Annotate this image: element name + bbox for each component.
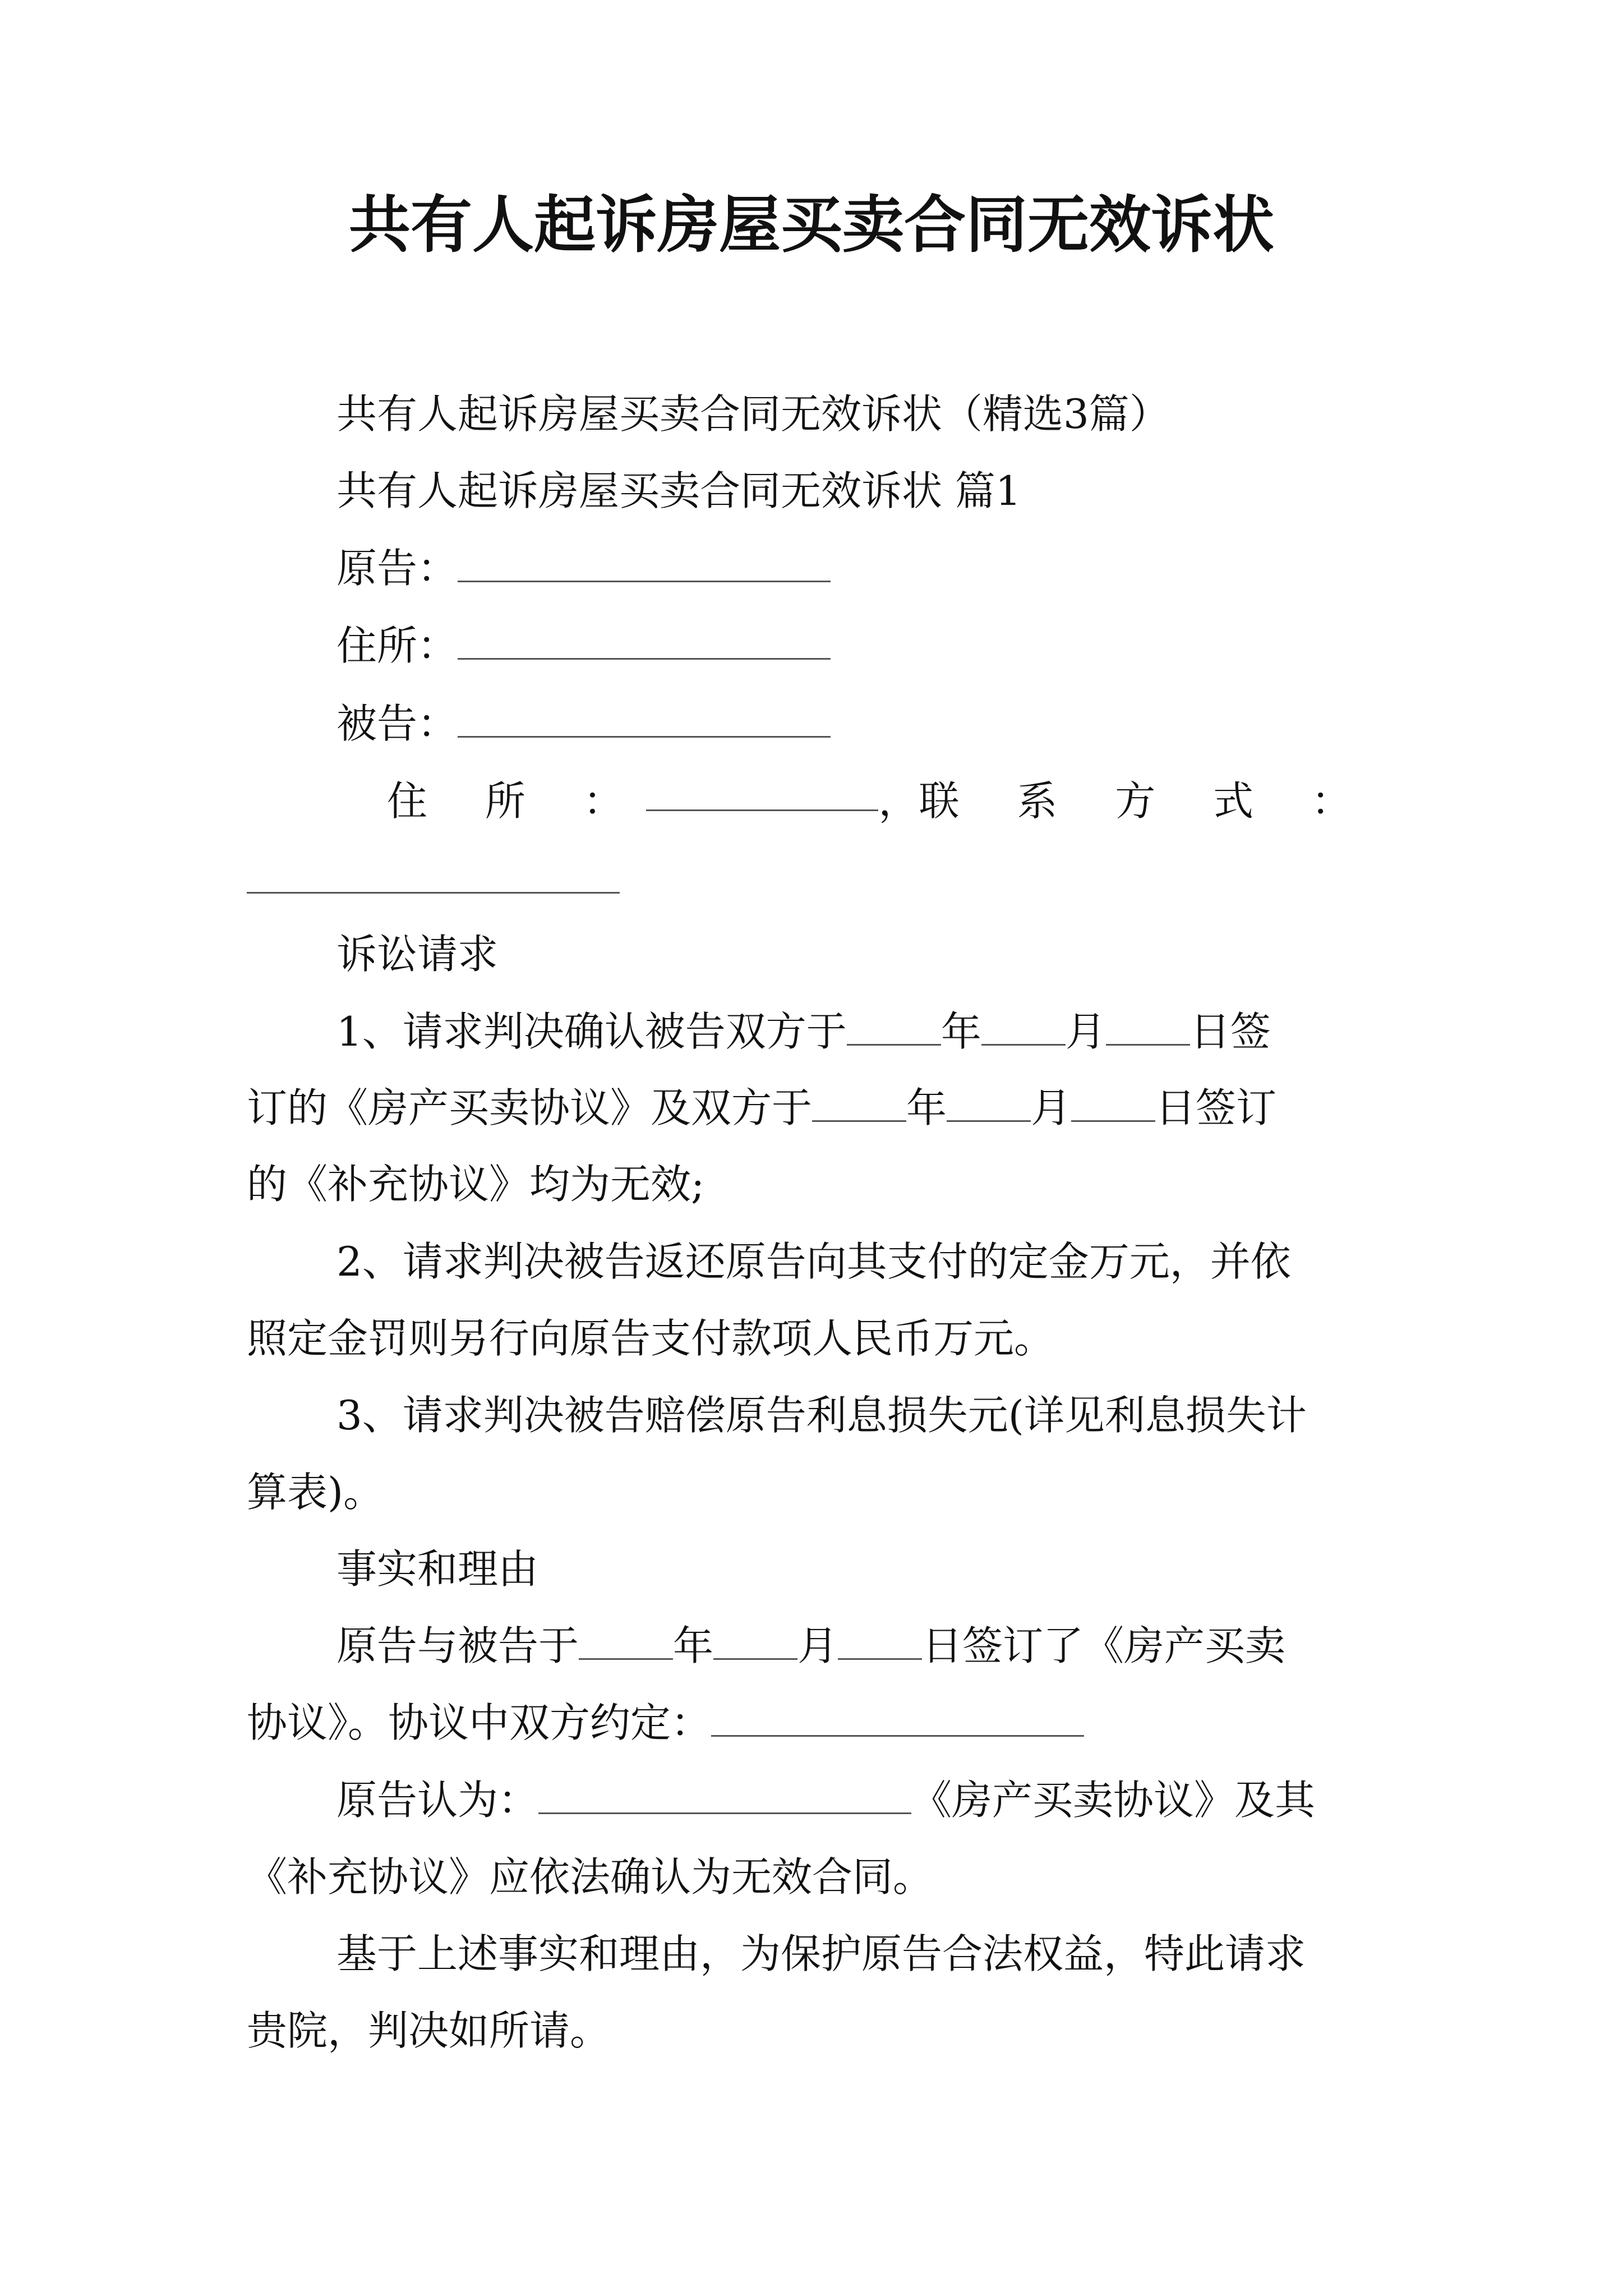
claim3-line1: 3、请求判决被告赔偿原告利息损失元(详见利息损失计 bbox=[336, 1392, 1307, 1439]
contact-separator: ， bbox=[878, 777, 919, 825]
year-label: 年 bbox=[673, 1622, 714, 1669]
claim1-line1 bbox=[336, 1007, 1271, 1056]
year-label: 年 bbox=[940, 1008, 981, 1055]
plaintiff-blank bbox=[458, 548, 831, 582]
plaintiff-label: 原告： bbox=[336, 545, 458, 592]
claim1-text: 日签订 bbox=[1155, 1084, 1277, 1131]
conclusion-line1: 基于上述事实和理由，为保护原告合法权益，特此请求 bbox=[336, 1930, 1306, 1977]
defendant-blank bbox=[458, 703, 831, 738]
facts1-month-blank bbox=[713, 1626, 797, 1660]
address-row bbox=[336, 622, 831, 670]
defendant-address-blank bbox=[646, 777, 879, 811]
plaintiff-opinion-blank bbox=[538, 1780, 911, 1814]
claim1-month-blank bbox=[947, 1088, 1031, 1122]
document-title: 共有人起诉房屋买卖合同无效诉状 bbox=[349, 189, 1274, 261]
article-heading: 共有人起诉房屋买卖合同无效诉状 篇1 bbox=[336, 467, 1021, 514]
claim1-line2 bbox=[247, 1084, 1276, 1132]
year-label: 年 bbox=[906, 1084, 947, 1131]
facts1-year-blank bbox=[579, 1626, 673, 1660]
claim2-line2: 照定金罚则另行向原告支付款项人民币万元。 bbox=[247, 1315, 1055, 1362]
claim1-text: 1、请求判决确认被告双方于 bbox=[336, 1008, 847, 1055]
facts1-text: 协议》。协议中双方约定： bbox=[247, 1699, 712, 1746]
defendant-address-row bbox=[387, 777, 1374, 825]
month-label: 月 bbox=[1031, 1084, 1072, 1131]
facts2-text: 《房产买卖协议》及其 bbox=[911, 1777, 1316, 1824]
month-label: 月 bbox=[1065, 1008, 1106, 1055]
claim2-line1: 2、请求判决被告返还原告向其支付的定金万元，并依 bbox=[336, 1238, 1291, 1285]
facts2-line2: 《补充协议》应依法确认为无效合同。 bbox=[247, 1853, 934, 1901]
conclusion-line2: 贵院，判决如所请。 bbox=[247, 2007, 611, 2054]
facts1-line2 bbox=[247, 1699, 1084, 1747]
facts1-text: 原告与被告于 bbox=[336, 1622, 579, 1669]
claim1-text: 日签 bbox=[1189, 1008, 1271, 1055]
month-label: 月 bbox=[797, 1622, 838, 1669]
defendant-address-label: 住 所 ： bbox=[387, 777, 646, 825]
facts1-line1 bbox=[336, 1622, 1285, 1670]
claim3-line2: 算表)。 bbox=[247, 1469, 384, 1516]
plaintiff-row bbox=[336, 544, 831, 592]
document-subtitle: 共有人起诉房屋买卖合同无效诉状（精选3篇） bbox=[336, 390, 1170, 438]
contact-row bbox=[247, 855, 620, 904]
claim1-day-blank bbox=[1106, 1011, 1190, 1046]
claim1-year-blank bbox=[847, 1011, 941, 1046]
claim1-month-blank bbox=[981, 1011, 1066, 1046]
agreement-terms-blank bbox=[711, 1703, 1084, 1737]
facts-heading: 事实和理由 bbox=[336, 1545, 539, 1593]
claim1-text: 订的《房产买卖协议》及双方于 bbox=[247, 1084, 813, 1131]
facts1-day-blank bbox=[838, 1626, 922, 1660]
defendant-label: 被告： bbox=[336, 700, 458, 747]
address-label: 住所： bbox=[336, 622, 458, 669]
claim1-day-blank bbox=[1071, 1088, 1155, 1122]
facts2-line1 bbox=[336, 1776, 1315, 1824]
contact-blank bbox=[247, 859, 620, 894]
address-blank bbox=[458, 625, 831, 660]
claim1-year-blank bbox=[812, 1088, 906, 1122]
claims-heading: 诉讼请求 bbox=[336, 931, 499, 978]
facts2-text: 原告认为： bbox=[336, 1777, 539, 1824]
facts1-text: 日签订了《房产买卖 bbox=[922, 1622, 1286, 1669]
defendant-row bbox=[336, 700, 831, 748]
contact-label: 联 系 方 式 ： bbox=[919, 777, 1374, 825]
claim1-line3: 的《补充协议》均为无效; bbox=[247, 1161, 705, 1208]
